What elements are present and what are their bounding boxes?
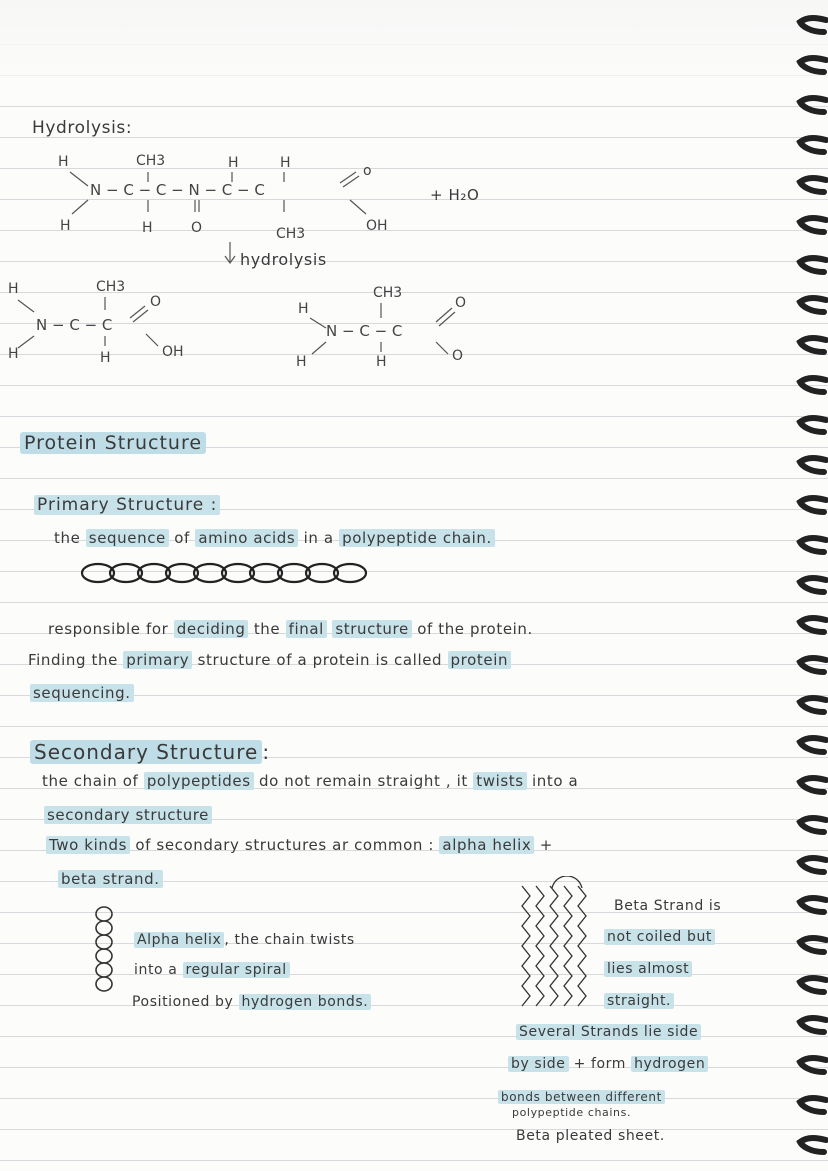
helix-loop [96,907,112,921]
spiral-coil [800,458,826,472]
svg-text:H: H [8,281,19,297]
spiral-coil [800,738,826,752]
beta-line9: Beta pleated sheet. [516,1128,665,1144]
primary-definition: the sequence of amino acids in a polypeptide chain. [54,529,495,547]
helix-loop [96,977,112,991]
helix-loop [96,935,112,949]
primary-para-line3: sequencing. [30,684,134,702]
water-term: + H₂O [430,186,480,204]
alpha-line2: into a regular spiral [134,962,290,978]
beta-turn [552,876,582,888]
svg-text:H: H [142,220,153,236]
primary-para-line2: Finding the primary structure of a protein is called protein [28,651,511,669]
svg-text:CH3: CH3 [373,285,403,301]
spiral-coil [800,498,826,512]
spiral-coil [800,898,826,912]
svg-text:H: H [298,301,309,317]
svg-text:OH: OH [366,218,388,234]
beta-strand-line [564,886,572,1006]
alpha-helix-drawing [86,900,126,1010]
beta-line1: Beta Strand is [614,898,722,914]
helix-loop [96,949,112,963]
spiral-coil [800,578,826,592]
beta-strand-line [536,886,544,1006]
primary-para-line1: responsible for deciding the final structure of the protein. [48,620,533,638]
secondary-line1: the chain of polypeptides do not remain straight , it twists into a [42,772,579,790]
alpha-line1: Alpha helix , the chain twists [134,932,355,948]
spiral-coil [800,1018,826,1032]
spiral-coil [800,1058,826,1072]
svg-text:CH3: CH3 [276,226,306,242]
beta-strand-line [522,886,530,1006]
beta-strand-line [578,886,586,1006]
beta-line7: bonds between different [498,1090,665,1104]
svg-text:N − C − C: N − C − C [326,322,403,340]
svg-text:O: O [455,295,467,311]
primary-structure-heading: Primary Structure : [34,495,220,515]
spiral-coil [800,1138,826,1152]
svg-text:O: O [150,294,162,310]
spiral-coil [800,418,826,432]
secondary-line3: Two kinds of secondary structures ar common : alpha helix + [46,836,553,854]
helix-loop [96,963,112,977]
svg-text:H: H [60,218,71,234]
svg-text:H: H [228,155,239,171]
svg-text:O: O [191,220,203,236]
svg-text:H: H [296,354,307,370]
hydrolysis-arrow-label: hydrolysis [240,250,327,269]
secondary-structure-heading: Secondary Structure : [30,740,270,764]
spiral-coil [800,698,826,712]
amino-acid-chain-drawing [80,555,480,1155]
spiral-coil [800,818,826,832]
spiral-coil [800,978,826,992]
svg-text:H: H [376,354,387,370]
svg-text:CH3: CH3 [96,279,126,295]
svg-text:OH: OH [162,344,184,360]
hydrolysis-diagram [0,0,828,420]
beta-line2: not coiled but [604,929,715,945]
svg-text:H: H [100,350,111,366]
spiral-coil [800,858,826,872]
spiral-coil [800,658,826,672]
helix-loop [96,921,112,935]
svg-text:CH3: CH3 [136,153,166,169]
spiral-coil [800,538,826,552]
spiral-coil [800,1098,826,1112]
svg-text:H: H [58,154,69,170]
hydrolysis-title: Hydrolysis: [32,118,133,138]
svg-text:O: O [452,348,464,364]
beta-line6: by side + form hydrogen [508,1056,708,1072]
svg-text:N − C − C: N − C − C [36,316,113,334]
protein-structure-title: Protein Structure [20,432,206,454]
beta-line3: lies almost [604,961,692,977]
beta-line4: straight. [604,993,674,1009]
beta-line8: polypeptide chains. [512,1106,632,1119]
beta-sheet-drawing [512,876,602,1016]
svg-text:H: H [280,155,291,171]
spiral-coil [800,778,826,792]
svg-text:N − C − C − N − C − C: N − C − C − N − C − C [90,181,265,199]
alpha-line3: Positioned by hydrogen bonds. [132,994,371,1010]
secondary-line4: beta strand. [58,870,163,888]
beta-strand-line [550,886,558,1006]
secondary-line2: secondary structure [44,806,212,824]
spiral-coil [800,938,826,952]
svg-text:o: o [363,163,372,179]
spiral-coil [800,618,826,632]
svg-text:H: H [8,346,19,362]
beta-line5: Several Strands lie side [516,1024,701,1040]
